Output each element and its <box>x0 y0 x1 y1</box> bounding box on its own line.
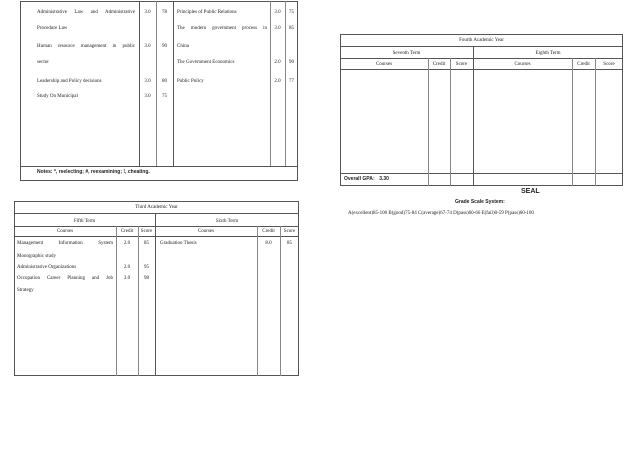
course-name: Procedure Law <box>37 26 68 31</box>
col-divider <box>572 58 573 186</box>
course-score: 78 <box>162 10 167 15</box>
header-score: Score <box>603 62 615 67</box>
course-credit: 2.0 <box>274 60 281 65</box>
header-credit: Credit <box>432 62 446 67</box>
course-name: Graduation Thesis <box>160 241 197 246</box>
header-credit: Credit <box>577 62 590 67</box>
year-title: Fourth Academic Year <box>459 38 504 43</box>
col-divider <box>595 58 596 186</box>
notes-divider <box>20 166 298 167</box>
course-credit: 3.0 <box>144 79 151 84</box>
course-credit: 2.0 <box>123 241 131 246</box>
term-title: Seventh Term <box>392 51 421 56</box>
seal-label: SEAL <box>521 188 540 195</box>
notes-text: Notes: *, reelecting; #, reexamining; !, cheating. <box>37 169 150 175</box>
overall-gpa: Overall GPA： 3.30 <box>344 176 389 182</box>
col-divider <box>138 226 139 376</box>
grade-scale-line: A(excellent)85-100 B(good)75-84 C(average)67-74 D(pass)60-66 E(fail)0-59 P(pass)60-100 <box>348 211 534 216</box>
course-name: The modern government process in <box>177 26 267 31</box>
header-score: Score <box>283 229 296 234</box>
row-divider <box>340 69 623 70</box>
course-credit: 3.0 <box>144 44 151 49</box>
course-name: Public Policy <box>177 79 204 84</box>
col-divider <box>450 58 451 186</box>
header-credit: Credit <box>262 229 275 234</box>
course-score: 77 <box>289 79 294 84</box>
course-credit: 2.0 <box>274 79 281 84</box>
course-name: The Government Economics <box>177 60 235 65</box>
course-name: Strategy <box>17 288 34 293</box>
header-courses: Courses <box>375 62 393 67</box>
term-title: Fifth Term <box>73 219 96 224</box>
course-credit: 2.0 <box>123 265 131 270</box>
course-credit: 3.0 <box>144 94 151 99</box>
header-credit: Credit <box>120 229 134 234</box>
grade-scale-title: Grade Scale System: <box>455 199 505 205</box>
col-divider <box>280 226 281 376</box>
year-title: Third Academic Year <box>135 205 178 210</box>
col-divider <box>116 226 117 376</box>
gpa-divider <box>340 173 623 174</box>
course-credit: 3.0 <box>123 276 131 281</box>
course-credit: 3.0 <box>144 10 151 15</box>
header-courses: Courses <box>197 229 215 234</box>
course-name: Administrative Law and Administrative <box>37 10 135 15</box>
course-score: 80 <box>162 79 167 84</box>
course-name: China <box>177 44 189 49</box>
course-score: 75 <box>289 10 294 15</box>
row-divider <box>14 213 299 214</box>
course-name: Monographic study <box>17 254 57 259</box>
course-score: 85 <box>144 241 149 246</box>
term-title: Eighth Term <box>535 51 561 56</box>
course-credit: 3.0 <box>274 10 281 15</box>
course-name: Occupation Career Planning and Job <box>17 276 113 281</box>
col-divider <box>155 213 156 376</box>
course-score: 75 <box>162 94 167 99</box>
course-name: sector <box>37 60 49 65</box>
row-divider <box>340 46 623 47</box>
course-score: 85 <box>287 241 292 246</box>
course-credit: 3.0 <box>274 26 281 31</box>
col-divider <box>473 46 474 186</box>
course-name: Leadership and Policy decisions <box>37 79 102 84</box>
course-name: Human resource management in public <box>37 44 135 49</box>
course-name: Study On Municipal <box>37 94 78 99</box>
header-courses: Courses <box>514 62 531 67</box>
col-divider <box>428 58 429 186</box>
col-divider <box>257 226 258 376</box>
course-score: 95 <box>144 265 149 270</box>
course-name: Principles of Public Relations <box>177 10 237 15</box>
course-credit: 8.0 <box>265 241 272 246</box>
fourth-year-table <box>340 34 623 186</box>
row-divider <box>340 58 623 59</box>
term-title: Sixth Term <box>215 219 239 224</box>
course-name: Management Information System <box>17 241 113 246</box>
course-score: 90 <box>162 44 167 49</box>
col-divider <box>173 1 174 166</box>
header-score: Score <box>455 62 468 67</box>
header-courses: Courses <box>56 229 74 234</box>
header-score: Score <box>140 229 153 234</box>
course-score: 98 <box>144 276 149 281</box>
course-score: 90 <box>289 60 294 65</box>
course-name: Administrative Organizations <box>17 265 77 270</box>
course-score: 85 <box>289 26 294 31</box>
